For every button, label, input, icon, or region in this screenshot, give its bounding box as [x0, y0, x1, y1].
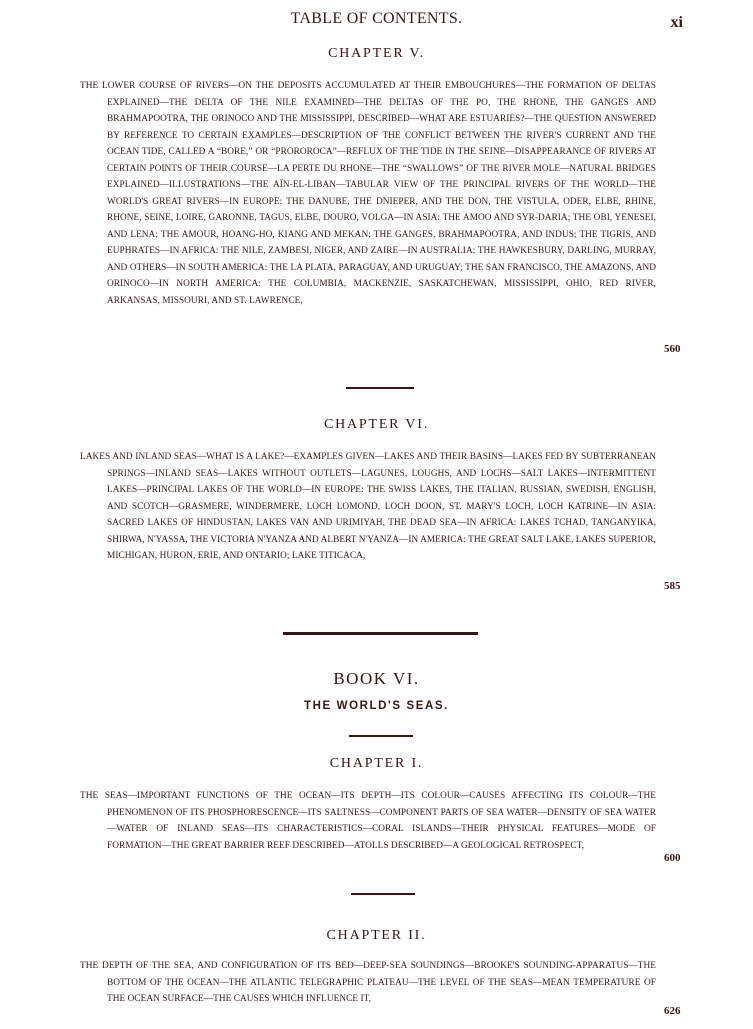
chapter-heading: CHAPTER I.: [329, 756, 424, 771]
chapter-heading: CHAPTER II.: [326, 928, 427, 943]
page-title: TABLE OF CONTENTS.: [290, 10, 463, 27]
chapter-heading: CHAPTER VI.: [323, 417, 430, 432]
chapter-summary-text: LAKES AND INLAND SEAS—WHAT IS A LAKE?—EXAMPLES GIVEN—LAKES AND THEIR BASINS—LAKES FED BY SUBTERRANEAN SPRINGS—INLAND SEAS—LAKES WITHOUT OUTLETS—LAGUNES, LOUGHS, AND LOCHS—SALT LAKES—INTERMITTENT LAKES—PRINCIPAL LAKES OF THE WORLD—IN EUROPE: THE SWISS LAKES, THE ITALIAN, RUSSIAN, SWEDISH, ENGLISH, AND SCOTCH—GRASMERE, WINDERMERE, LOCH LOMOND, LOCH DOON, ST. MARY'S LOCH, LOCH KATRINE—IN ASIA: SACRED LAKES OF HINDUSTAN, LAKES VAN AND URIMIYAH, THE DEAD SEA—IN AFRICA: LAKES TCHAD, TANGANYIKA, SHIRWA, N'YASSA, THE VICTORIA N'YANZA AND ALBERT N'YANZA—IN AMERICA: THE GREAT SALT LAKE, LAKES SUPERIOR, MICHIGAN, HURON, ERIE, AND ONTARIO; LAKE TITICACA,: [80, 452, 656, 561]
chapter-page-number: 585: [664, 580, 681, 592]
chapter-summary-text: THE DEPTH OF THE SEA, AND CONFIGURATION OF ITS BED—DEEP-SEA SOUNDINGS—BROOKE'S SOUNDING-APPARATUS—THE BOTTOM OF THE OCEAN—THE ATLANTIC TELEGRAPHIC PLATEAU—THE LEVEL OF THE SEAS—MEAN TEMPERATURE OF THE OCEAN SURFACE—THE CAUSES WHICH INFLUENCE IT,: [80, 961, 656, 1004]
book-title: BOOK VI.: [333, 669, 420, 688]
chapter-heading: CHAPTER V.: [328, 46, 425, 61]
section-divider: [349, 735, 413, 737]
book-subtitle: THE WORLD'S SEAS.: [304, 700, 449, 712]
chapter-page-number: 600: [664, 852, 681, 864]
section-divider: [351, 893, 415, 895]
chapter-page-number: 626: [664, 1005, 681, 1017]
chapter-summary-text: THE LOWER COURSE OF RIVERS—ON THE DEPOSITS ACCUMULATED AT THEIR EMBOUCHURES—THE FORMATION OF DELTAS EXPLAINED—THE DELTA OF THE NILE EXAMINED—THE DELTAS OF THE PO, THE RHONE, THE GANGES AND BRAHMAPOOTRA, THE ORINOCO AND THE MISSISSIPPI, DESCRIBED—WHAT ARE ESTUARIES?—THE QUESTION ANSWERED BY REFERENCE TO CERTAIN EXAMPLES—DESCRIPTION OF THE CONFLICT BETWEEN THE RIVER'S CURRENT AND THE OCEAN TIDE, CALLED A “BORE,” OR “PROROROCA”—REFLUX OF THE TIDE IN THE SEINE—DISAPPEARANCE OF RIVERS AT CERTAIN POINTS OF THEIR COURSE—LA PERTE DU RHONE—THE “SWALLOWS” OF THE RIVER MOLE—NATURAL BRIDGES EXPLAINED—ILLUSTRATIONS—THE AÏN-EL-LIBAN—TABULAR VIEW OF THE PRINCIPAL RIVERS OF THE WORLD—THE WORLD'S GREAT RIVERS—IN EUROPE: THE DANUBE, THE DNIEPER, AND THE DON, THE VISTULA, ODER, ELBE, RHINE, RHONE, SEINE, LOIRE, GARONNE, TAGUS, ELBE, DOURO, VOLGA—IN ASIA: THE AMOO AND SYR-DARIA; THE OBI, YENESEI, AND LENA; THE AMOUR, HOANG-HO, KIANG AND MEKAN: THE GANGES, BRAHMAPOOTRA, AND INDUS; THE TIGRIS, AND EUPHRATES—IN AFRICA: THE NILE, ZAMBESI, NIGER, AND ZAIRE—IN AUSTRALIA: THE HAWKESBURY, DARLING, MURRAY, AND OTHERS—IN SOUTH AMERICA: THE LA PLATA, PARAGUAY, AND URUGUAY; THE SAN FRANCISCO, THE AMAZONS, AND ORINOCO—IN NORTH AMERICA: THE COLUMBIA, MACKENZIE, SASKATCHEWAN, MISSISSIPPI, OHIO, RED RIVER, ARKANSAS, MISSOURI, AND ST. LAWRENCE,: [80, 81, 656, 306]
chapter-summary: [80, 958, 656, 1008]
chapter-page-number: 560: [664, 343, 681, 355]
chapter-summary: [80, 788, 656, 854]
chapter-summary-text: THE SEAS—IMPORTANT FUNCTIONS OF THE OCEAN—ITS DEPTH—ITS COLOUR—CAUSES AFFECTING ITS COLOUR—THE PHENOMENON OF ITS PHOSPHORESCENCE—ITS SALTNESS—COMPONENT PARTS OF SEA WATER—DENSITY OF SEA WATER—WATER OF INLAND SEAS—ITS CHARACTERISTICS—CORAL ISLANDS—THEIR PHYSICAL FEATURES—MODE OF FORMATION—THE GREAT BARRIER REEF DESCRIBED—ATOLLS DESCRIBED—A GEOLOGICAL RETROSPECT,: [80, 791, 656, 851]
running-header: [0, 8, 753, 32]
chapter-summary: [80, 449, 656, 565]
section-divider: [346, 387, 414, 389]
chapter-summary: [80, 78, 656, 309]
book-divider: [283, 632, 478, 635]
page-number: xi: [670, 14, 683, 31]
